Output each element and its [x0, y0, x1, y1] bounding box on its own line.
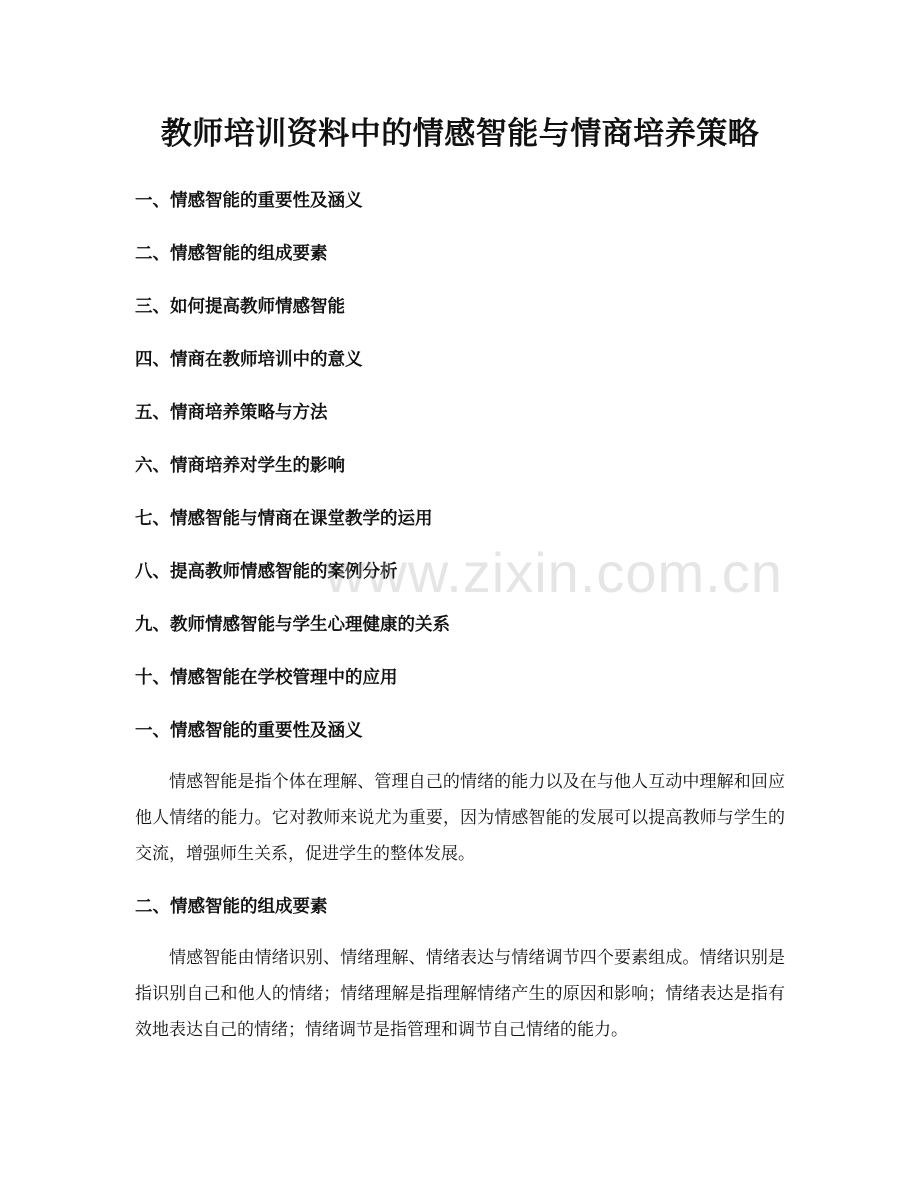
table-of-contents — [135, 186, 450, 716]
toc-item: 二、情感智能的组成要素 — [135, 244, 328, 264]
watermark: www.zixin.com.cn — [325, 541, 783, 604]
toc-item: 五、情商培养策略与方法 — [135, 403, 328, 423]
section-heading: 二、情感智能的组成要素 — [135, 897, 328, 917]
toc-item: 八、提高教师情感智能的案例分析 — [135, 562, 398, 582]
section-paragraph: 情感智能是指个体在理解、管理自己的情绪的能力以及在与他人互动中理解和回应他人情绪的能力。它对教师来说尤为重要，因为情感智能的发展可以提高教师与学生的交流，增强师生关系，促进学生的整体发展。 — [135, 772, 785, 864]
section-paragraph: 情感智能由情绪识别、情绪理解、情绪表达与情绪调节四个要素组成。情绪识别是指识别自己和他人的情绪；情绪理解是指理解情绪产生的原因和影响；情绪表达是指有效地表达自己的情绪；情绪调节是指管理和调节自己情绪的能力。 — [135, 948, 785, 1040]
document-title: 教师培训资料中的情感智能与情商培养策略 — [160, 116, 760, 152]
toc-item: 六、情商培养对学生的影响 — [135, 456, 345, 476]
toc-item: 十、情感智能在学校管理中的应用 — [135, 668, 398, 688]
toc-item: 四、情商在教师培训中的意义 — [135, 350, 363, 370]
section-heading: 一、情感智能的重要性及涵义 — [135, 721, 363, 741]
toc-item: 九、教师情感智能与学生心理健康的关系 — [135, 615, 450, 635]
toc-item: 七、情感智能与情商在课堂教学的运用 — [135, 509, 433, 529]
toc-item: 三、如何提高教师情感智能 — [135, 297, 345, 317]
toc-item: 一、情感智能的重要性及涵义 — [135, 191, 363, 211]
